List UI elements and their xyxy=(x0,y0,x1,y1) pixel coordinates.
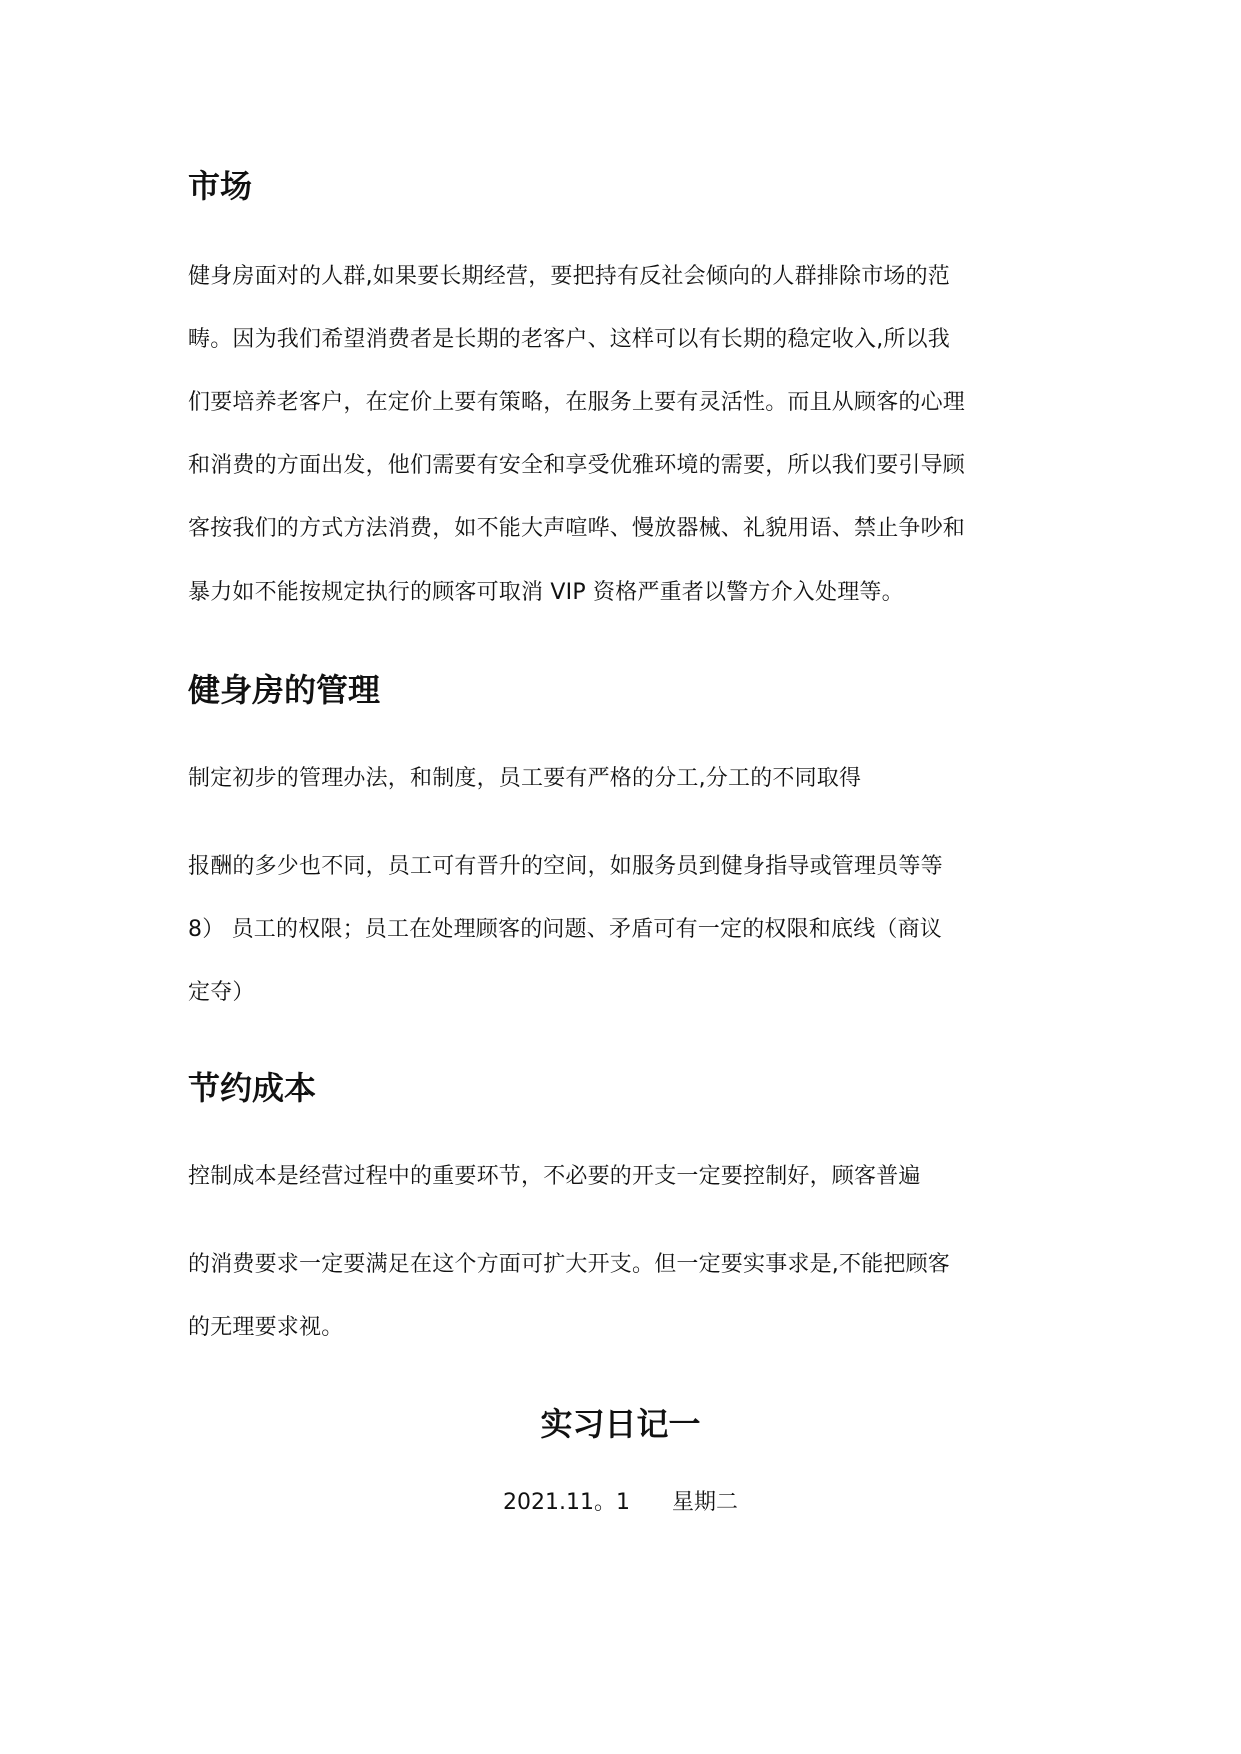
section-heading-market: 市场 xyxy=(188,167,253,205)
paragraph-line: 报酬的多少也不同，员工可有晋升的空间，如服务员到健身指导或管理员等等 xyxy=(188,854,943,879)
diary-date: 2021.11。1 星期二 xyxy=(503,1490,738,1515)
diary-title: 实习日记一 xyxy=(540,1405,701,1443)
paragraph-line: 定夺） xyxy=(188,980,255,1005)
paragraph-line: 客按我们的方式方法消费，如不能大声喧哗、慢放器械、礼貌用语、禁止争吵和 xyxy=(188,516,966,541)
paragraph-line: 的无理要求视。 xyxy=(188,1315,344,1340)
paragraph-line: 们要培养老客户，在定价上要有策略，在服务上要有灵活性。而且从顾客的心理 xyxy=(188,390,966,415)
section-heading-gym-management: 健身房的管理 xyxy=(188,671,381,709)
paragraph-line: 和消费的方面出发，他们需要有安全和享受优雅环境的需要，所以我们要引导顾 xyxy=(188,453,966,478)
paragraph-line: 的消费要求一定要满足在这个方面可扩大开支。但一定要实事求是,不能把顾客 xyxy=(188,1252,950,1277)
paragraph-line: 畴。因为我们希望消费者是长期的老客户、这样可以有长期的稳定收入,所以我 xyxy=(188,327,950,352)
paragraph-line: 暴力如不能按规定执行的顾客可取消 VIP 资格严重者以警方介入处理等。 xyxy=(188,580,904,605)
paragraph-line: 控制成本是经营过程中的重要环节，不必要的开支一定要控制好，顾客普遍 xyxy=(188,1164,921,1189)
paragraph-line: 健身房面对的人群,如果要长期经营，要把持有反社会倾向的人群排除市场的范 xyxy=(188,264,950,289)
paragraph-line: 制定初步的管理办法，和制度，员工要有严格的分工,分工的不同取得 xyxy=(188,766,862,791)
paragraph-line: 8） 员工的权限；员工在处理顾客的问题、矛盾可有一定的权限和底线（商议 xyxy=(188,917,942,942)
section-heading-cost-saving: 节约成本 xyxy=(188,1069,317,1107)
